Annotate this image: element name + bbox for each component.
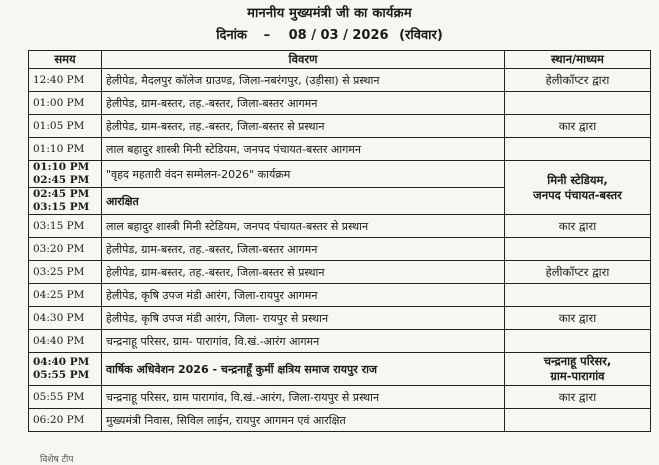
column-header-description: विवरण xyxy=(102,51,505,69)
mode-cell xyxy=(505,238,651,261)
description-cell: हेलीपेड, ग्राम-बस्तर, तह.-बस्तर, जिला-बस्तर से प्रस्थान xyxy=(102,115,505,138)
time-cell: 01:05 PM xyxy=(29,115,102,138)
mode-cell: कार द्वारा xyxy=(505,115,651,138)
time-cell: 01:10 PM xyxy=(29,138,102,161)
time-cell: 12:40 PM xyxy=(29,69,102,92)
table-row xyxy=(29,138,651,161)
description-cell: हेलीपेड, मैदलपुर कॉलेज ग्राउण्ड, जिला-नबरंगपुर, (उड़ीसा) से प्रस्थान xyxy=(102,69,505,92)
table-row xyxy=(29,307,651,330)
table-row xyxy=(29,330,651,353)
table-row xyxy=(29,409,651,432)
date-value: 08 / 03 / 2026 xyxy=(288,28,389,43)
description-cell: लाल बहादुर शास्त्री मिनी स्टेडियम, जनपद पंचायत-बस्तर से प्रस्थान xyxy=(102,215,505,238)
venue-cell xyxy=(505,161,651,215)
column-header-time: समय xyxy=(29,51,102,69)
description-cell: चन्द्रनाहू परिसर, ग्राम- पारागांव, वि.खं.-आरंग आगमन xyxy=(102,330,505,353)
time-cell: 01:00 PM xyxy=(29,92,102,115)
table-row xyxy=(29,284,651,307)
mode-cell: कार द्वारा xyxy=(505,215,651,238)
table-row xyxy=(29,215,651,238)
schedule-table xyxy=(28,50,651,432)
description-cell: चन्द्रनाहू परिसर, ग्राम पारागांव, वि.खं.-आरंग, जिला-रायपुर से प्रस्थान xyxy=(102,386,505,409)
venue-line-2: जनपद पंचायत-बस्तर xyxy=(533,187,622,202)
time-cell: 06:20 PM xyxy=(29,409,102,432)
venue-cell xyxy=(505,353,651,386)
mode-cell: हेलीकॉप्टर द्वारा xyxy=(505,261,651,284)
venue-line-1: मिनी स्टेडियम, xyxy=(547,172,608,187)
time-end: 03:15 PM xyxy=(33,201,90,213)
description-cell: हेलीपेड, ग्राम-बस्तर, तह.-बस्तर, जिला-बस्तर से प्रस्थान xyxy=(102,261,505,284)
time-cell: 05:55 PM xyxy=(29,386,102,409)
description-cell: वार्षिक अधिवेशन 2026 - चन्द्रनाहूँ कुर्मी क्षत्रिय समाज रायपुर राज xyxy=(102,353,505,386)
time-cell: 03:15 PM xyxy=(29,215,102,238)
page-title: माननीय मुख्यमंत्री जी का कार्यक्रम xyxy=(247,6,412,21)
time-start: 01:10 PM xyxy=(33,161,90,173)
mode-cell: कार द्वारा xyxy=(505,386,651,409)
day-label: (रविवार) xyxy=(399,28,443,43)
venue-line-1: चन्द्रनाहू परिसर, xyxy=(543,354,612,368)
table-header-row xyxy=(29,51,651,69)
description-cell: "वृहद महतारी वंदन सम्मेलन-2026" कार्यक्रम xyxy=(102,161,505,188)
time-end: 02:45 PM xyxy=(33,174,90,186)
table-row xyxy=(29,353,651,386)
table-row xyxy=(29,69,651,92)
time-range-cell xyxy=(29,161,102,188)
mode-cell: हेलीकॉप्टर द्वारा xyxy=(505,69,651,92)
time-cell: 04:30 PM xyxy=(29,307,102,330)
time-range-cell xyxy=(29,188,102,215)
time-start: 04:40 PM xyxy=(33,356,90,368)
mode-cell: कार द्वारा xyxy=(505,307,651,330)
description-cell: हेलीपेड, कृषि उपज मंडी आरंग, जिला- रायपुर से प्रस्थान xyxy=(102,307,505,330)
description-cell: हेलीपेड, कृषि उपज मंडी आरंग, जिला-रायपुर आगमन xyxy=(102,284,505,307)
footer-note: विशेष टीप xyxy=(40,455,74,465)
date-separator: – xyxy=(263,28,271,43)
time-cell: 03:20 PM xyxy=(29,238,102,261)
date-line xyxy=(0,25,659,43)
time-end: 05:55 PM xyxy=(33,369,90,381)
description-cell: आरक्षित xyxy=(102,188,505,215)
table-row xyxy=(29,92,651,115)
mode-cell xyxy=(505,284,651,307)
time-cell: 04:25 PM xyxy=(29,284,102,307)
mode-cell xyxy=(505,330,651,353)
date-label: दिनांक xyxy=(216,28,248,43)
table-row xyxy=(29,161,651,188)
time-range-cell xyxy=(29,353,102,386)
mode-cell xyxy=(505,409,651,432)
table-row xyxy=(29,115,651,138)
table-row xyxy=(29,261,651,284)
mode-cell xyxy=(505,138,651,161)
time-start: 02:45 PM xyxy=(33,188,90,200)
time-cell: 03:25 PM xyxy=(29,261,102,284)
column-header-location: स्थान/माध्यम xyxy=(505,51,651,69)
description-cell: मुख्यमंत्री निवास, सिविल लाईन, रायपुर आगमन एवं आरक्षित xyxy=(102,409,505,432)
venue-line-2: ग्राम-पारागांव xyxy=(550,369,605,383)
table-row xyxy=(29,386,651,409)
table-row xyxy=(29,238,651,261)
mode-cell xyxy=(505,92,651,115)
description-cell: हेलीपेड, ग्राम-बस्तर, तह.-बस्तर, जिला-बस्तर आगमन xyxy=(102,238,505,261)
description-cell: लाल बहादुर शास्त्री मिनी स्टेडियम, जनपद पंचायत-बस्तर आगमन xyxy=(102,138,505,161)
time-cell: 04:40 PM xyxy=(29,330,102,353)
description-cell: हेलीपेड, ग्राम-बस्तर, तह.-बस्तर, जिला-बस्तर आगमन xyxy=(102,92,505,115)
